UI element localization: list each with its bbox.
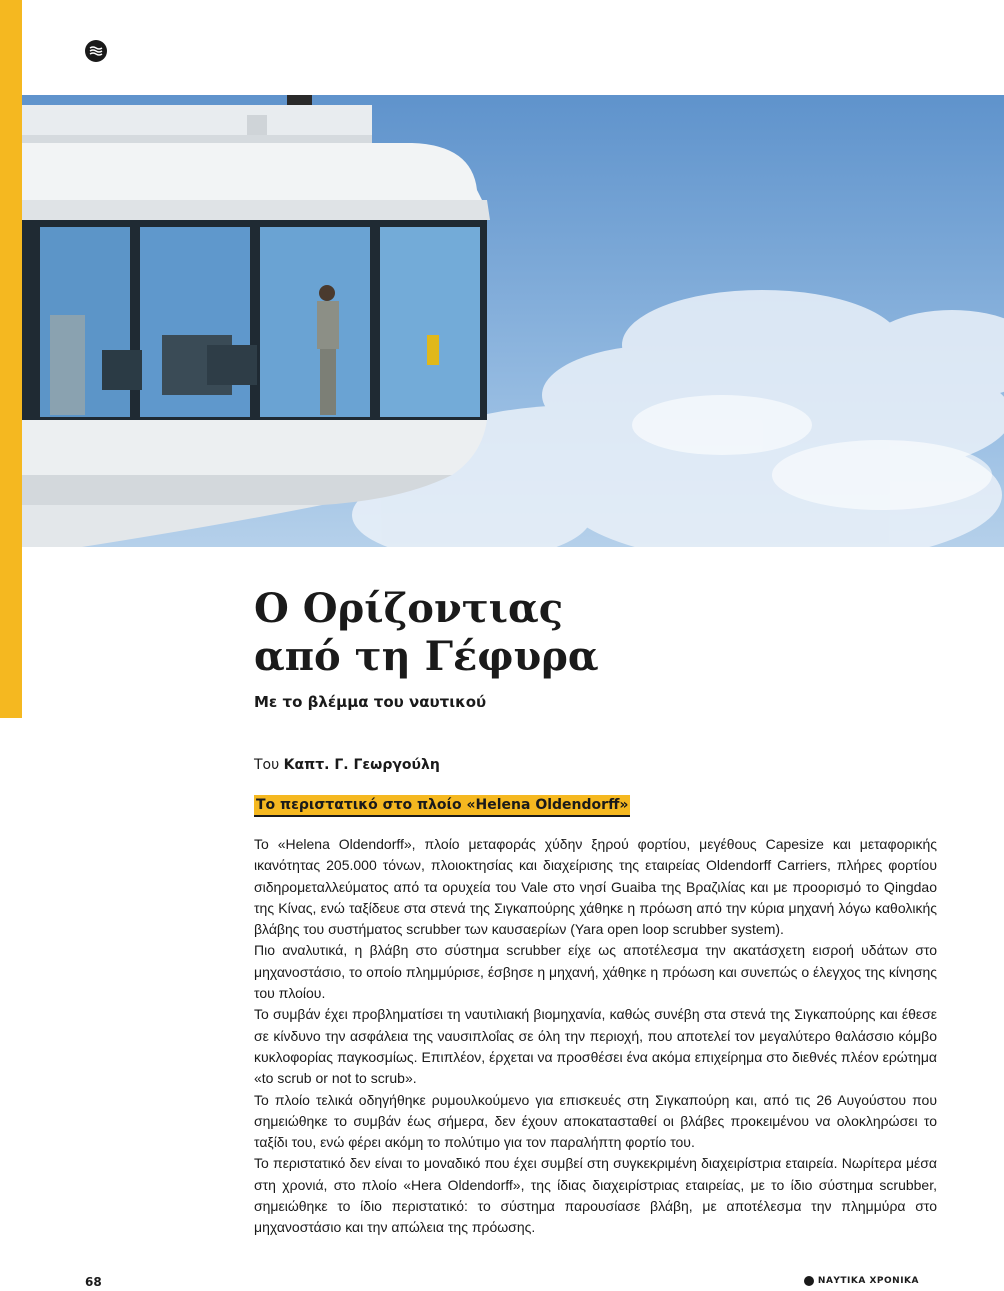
waves-icon <box>85 40 107 62</box>
title-line-1: Ο Ορίζοντιας <box>254 585 564 632</box>
paragraph: Το «Helena Oldendorff», πλοίο μεταφοράς χύδην ξηρού φορτίου, μεγέθους Capesize και μεταφορικής ικανότητας 205.000 τόνων, πλοιοκτησίας και διαχείρισης της εταιρείας Oldendorff Carriers, πλήρες φορτίου σιδηρομεταλλεύματος από τα ορυχεία του Vale στο νησί Guaiba της Βραζιλίας και με προορισμό το Qingdao της Κίνας, ενώ ταξίδευε στα στενά της Σιγκαπούρης χάθηκε η πρόωση από την κύρια μηχανή λόγω καθολικής βλάβης του συστήματος scrubber των καυσαερίων (Yara open loop scrubber system). <box>254 836 937 938</box>
title-line-2: από τη Γέφυρα <box>254 633 599 680</box>
paragraph: Πιο αναλυτικά, η βλάβη στο σύστημα scrubber είχε ως αποτέλεσμα την ακατάσχετη εισροή υδάτων στο μηχανοστάσιο, το οποίο πλημμύρισε, έσβησε η μηχανή, χάθηκε η πρόωση και συνεπώς ο έλεγχος της κίνησης του πλοίου. <box>254 942 937 1002</box>
article-title <box>254 585 754 681</box>
footer-brand <box>804 1276 919 1286</box>
section-heading: Το περιστατικό στο πλοίο «Helena Oldendorff» <box>254 795 630 817</box>
page-number: 68 <box>85 1275 102 1289</box>
byline-prefix: Του <box>254 757 280 773</box>
paragraph: Το πλοίο τελικά οδηγήθηκε ρυμουλκούμενο για επισκευές στη Σιγκαπούρη και, από τις 26 Αυγούστου που σημειώθηκε το συμβάν έως σήμερα, δεν έχουν αποκατασταθεί οι βλάβες προκειμένου να ολοκληρώσει το ταξίδι του, ενώ φέρει ακόμη το πολύτιμο για τον παραλήπτη φορτίο του. <box>254 1091 937 1151</box>
brand-logo-icon <box>804 1276 814 1286</box>
paragraph: Το συμβάν έχει προβληματίσει τη ναυτιλιακή βιομηχανία, καθώς συνέβη στα στενά της Σιγκαπούρης και έθεσε σε κίνδυνο την ασφάλεια της ναυσιπλοΐας σε όλη την περιοχή, που αποτελεί τον μεγαλύτερο θαλάσσιο κόμβο κυκλοφορίας παγκοσμίως. Επιπλέον, έρχεται να προσθέσει ένα ακόμα επιχείρημα στο διεθνές πλέον ερώτημα «to scrub or not to scrub». <box>254 1006 937 1087</box>
byline <box>254 757 440 773</box>
accent-side-bar <box>0 0 22 718</box>
paragraph: Το περιστατικό δεν είναι το μοναδικό που έχει συμβεί στη συγκεκριμένη διαχειρίστρια εταιρεία. Νωρίτερα μέσα στη χρονιά, στο πλοίο «Hera Oldendorff», της ίδιας διαχειρίστριας εταιρείας, με το ίδιο σύστημα scrubber, σημειώθηκε το ίδιο περιστατικό: το σύστημα παρουσίασε βλάβη, με αποτέλεσμα την πλημμύρα στο μηχανοστάσιο και την απώλεια της πρόωσης. <box>254 1155 937 1236</box>
ship-bridge-photo <box>22 95 1004 547</box>
article-body <box>254 834 937 1239</box>
byline-author: Καπτ. Γ. Γεωργούλη <box>283 757 440 773</box>
footer-brand-name: ΝΑΥΤΙΚΑ ΧΡΟΝΙΚΑ <box>817 1276 919 1286</box>
article-subtitle: Με το βλέμμα του ναυτικού <box>254 693 487 711</box>
